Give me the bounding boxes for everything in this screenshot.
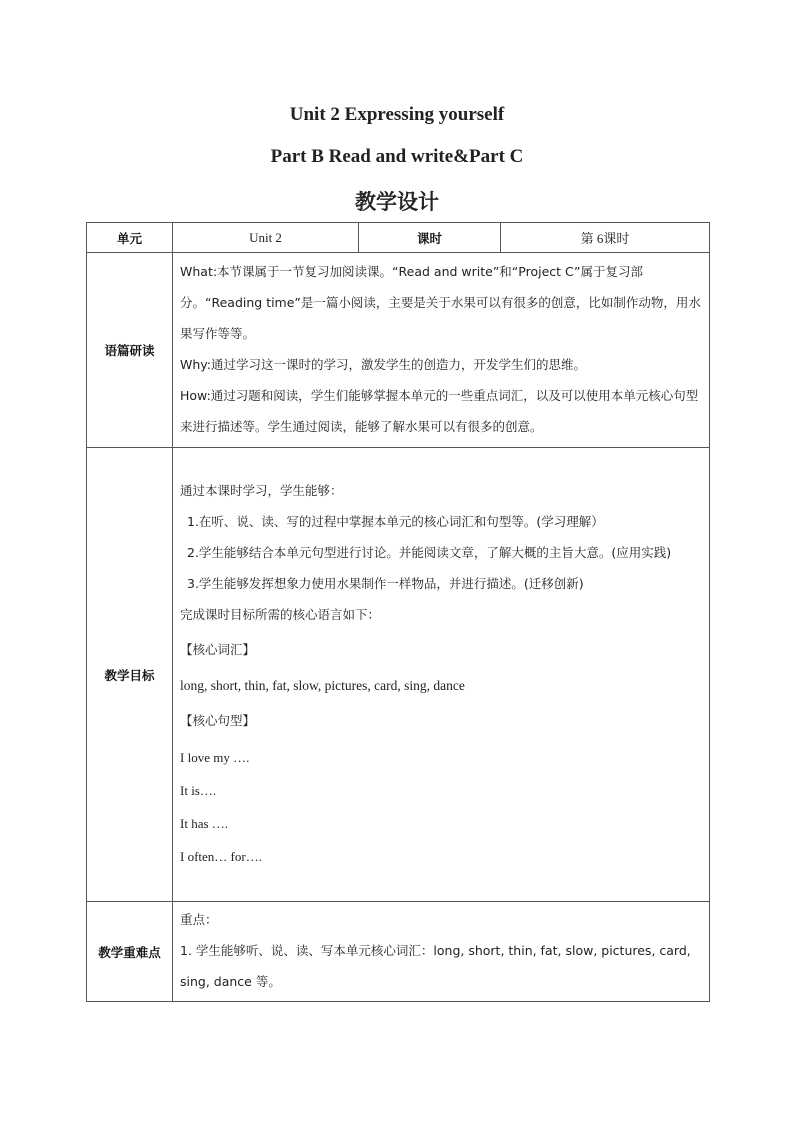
unit-label: 单元 bbox=[87, 223, 173, 253]
core-language-intro: 完成课时目标所需的核心语言如下： bbox=[180, 607, 381, 622]
objectives-intro: 通过本课时学习，学生能够： bbox=[180, 483, 343, 498]
document-heading: 教学设计 bbox=[355, 190, 439, 214]
sentence-3: It has …. bbox=[180, 816, 229, 831]
objectives-row bbox=[87, 448, 710, 902]
objective-item-1: 1.在听、说、读、写的过程中掌握本单元的核心词汇和句型等。(学习理解） bbox=[187, 514, 604, 529]
unit-value: Unit 2 bbox=[173, 223, 359, 253]
vocab-list: long, short, thin, fat, slow, pictures, card, sing, dance bbox=[180, 678, 465, 693]
how-paragraph: How:通过习题和阅读，学生们能够掌握本单元的一些重点词汇，以及可以使用本单元核心句型来进行描述等。学生通过阅读，能够了解水果可以有很多的创意。 bbox=[180, 388, 699, 434]
document-title: Unit 2 Expressing yourself bbox=[289, 104, 505, 125]
what-paragraph: What:本节课属于一节复习加阅读课。“Read and write”和“Project C”属于复习部分。“Reading time”是一篇小阅读，主要是关于水果可以有很多的创意，比如制作动物，用水果写作等等。 bbox=[180, 264, 701, 341]
document-subtitle: Part B Read and write&Part C bbox=[270, 146, 524, 167]
text-study-label: 语篇研读 bbox=[87, 253, 173, 448]
key-points-row bbox=[87, 902, 710, 1002]
sentence-1: I love my …. bbox=[180, 750, 250, 765]
period-label: 课时 bbox=[359, 223, 501, 253]
objective-item-3: 3.学生能够发挥想象力使用水果制作一样物品，并进行描述。(迁移创新) bbox=[187, 576, 584, 591]
objectives-content bbox=[173, 448, 710, 902]
header-row bbox=[87, 223, 710, 253]
text-study-row bbox=[87, 253, 710, 448]
text-study-content bbox=[173, 253, 710, 448]
objectives-label: 教学目标 bbox=[87, 448, 173, 902]
sentence-2: It is…. bbox=[180, 783, 217, 798]
key-point-item-1: 1. 学生能够听、说、读、写本单元核心词汇：long, short, thin, fat, slow, pictures, card, sing, dance 等。 bbox=[180, 943, 691, 989]
key-points-content bbox=[173, 902, 710, 1002]
key-points-label: 教学重难点 bbox=[87, 902, 173, 1002]
key-points-heading: 重点： bbox=[180, 912, 218, 927]
sentence-4: I often… for…. bbox=[180, 849, 262, 864]
lesson-plan-table bbox=[86, 222, 710, 1002]
sentence-heading: 【核心句型】 bbox=[180, 713, 256, 728]
period-value: 第 6课时 bbox=[501, 223, 710, 253]
vocab-heading: 【核心词汇】 bbox=[180, 642, 256, 657]
why-paragraph: Why:通过学习这一课时的学习，激发学生的创造力，开发学生们的思维。 bbox=[180, 357, 586, 372]
objective-item-2: 2.学生能够结合本单元句型进行讨论。并能阅读文章，了解大概的主旨大意。(应用实践) bbox=[187, 545, 672, 560]
